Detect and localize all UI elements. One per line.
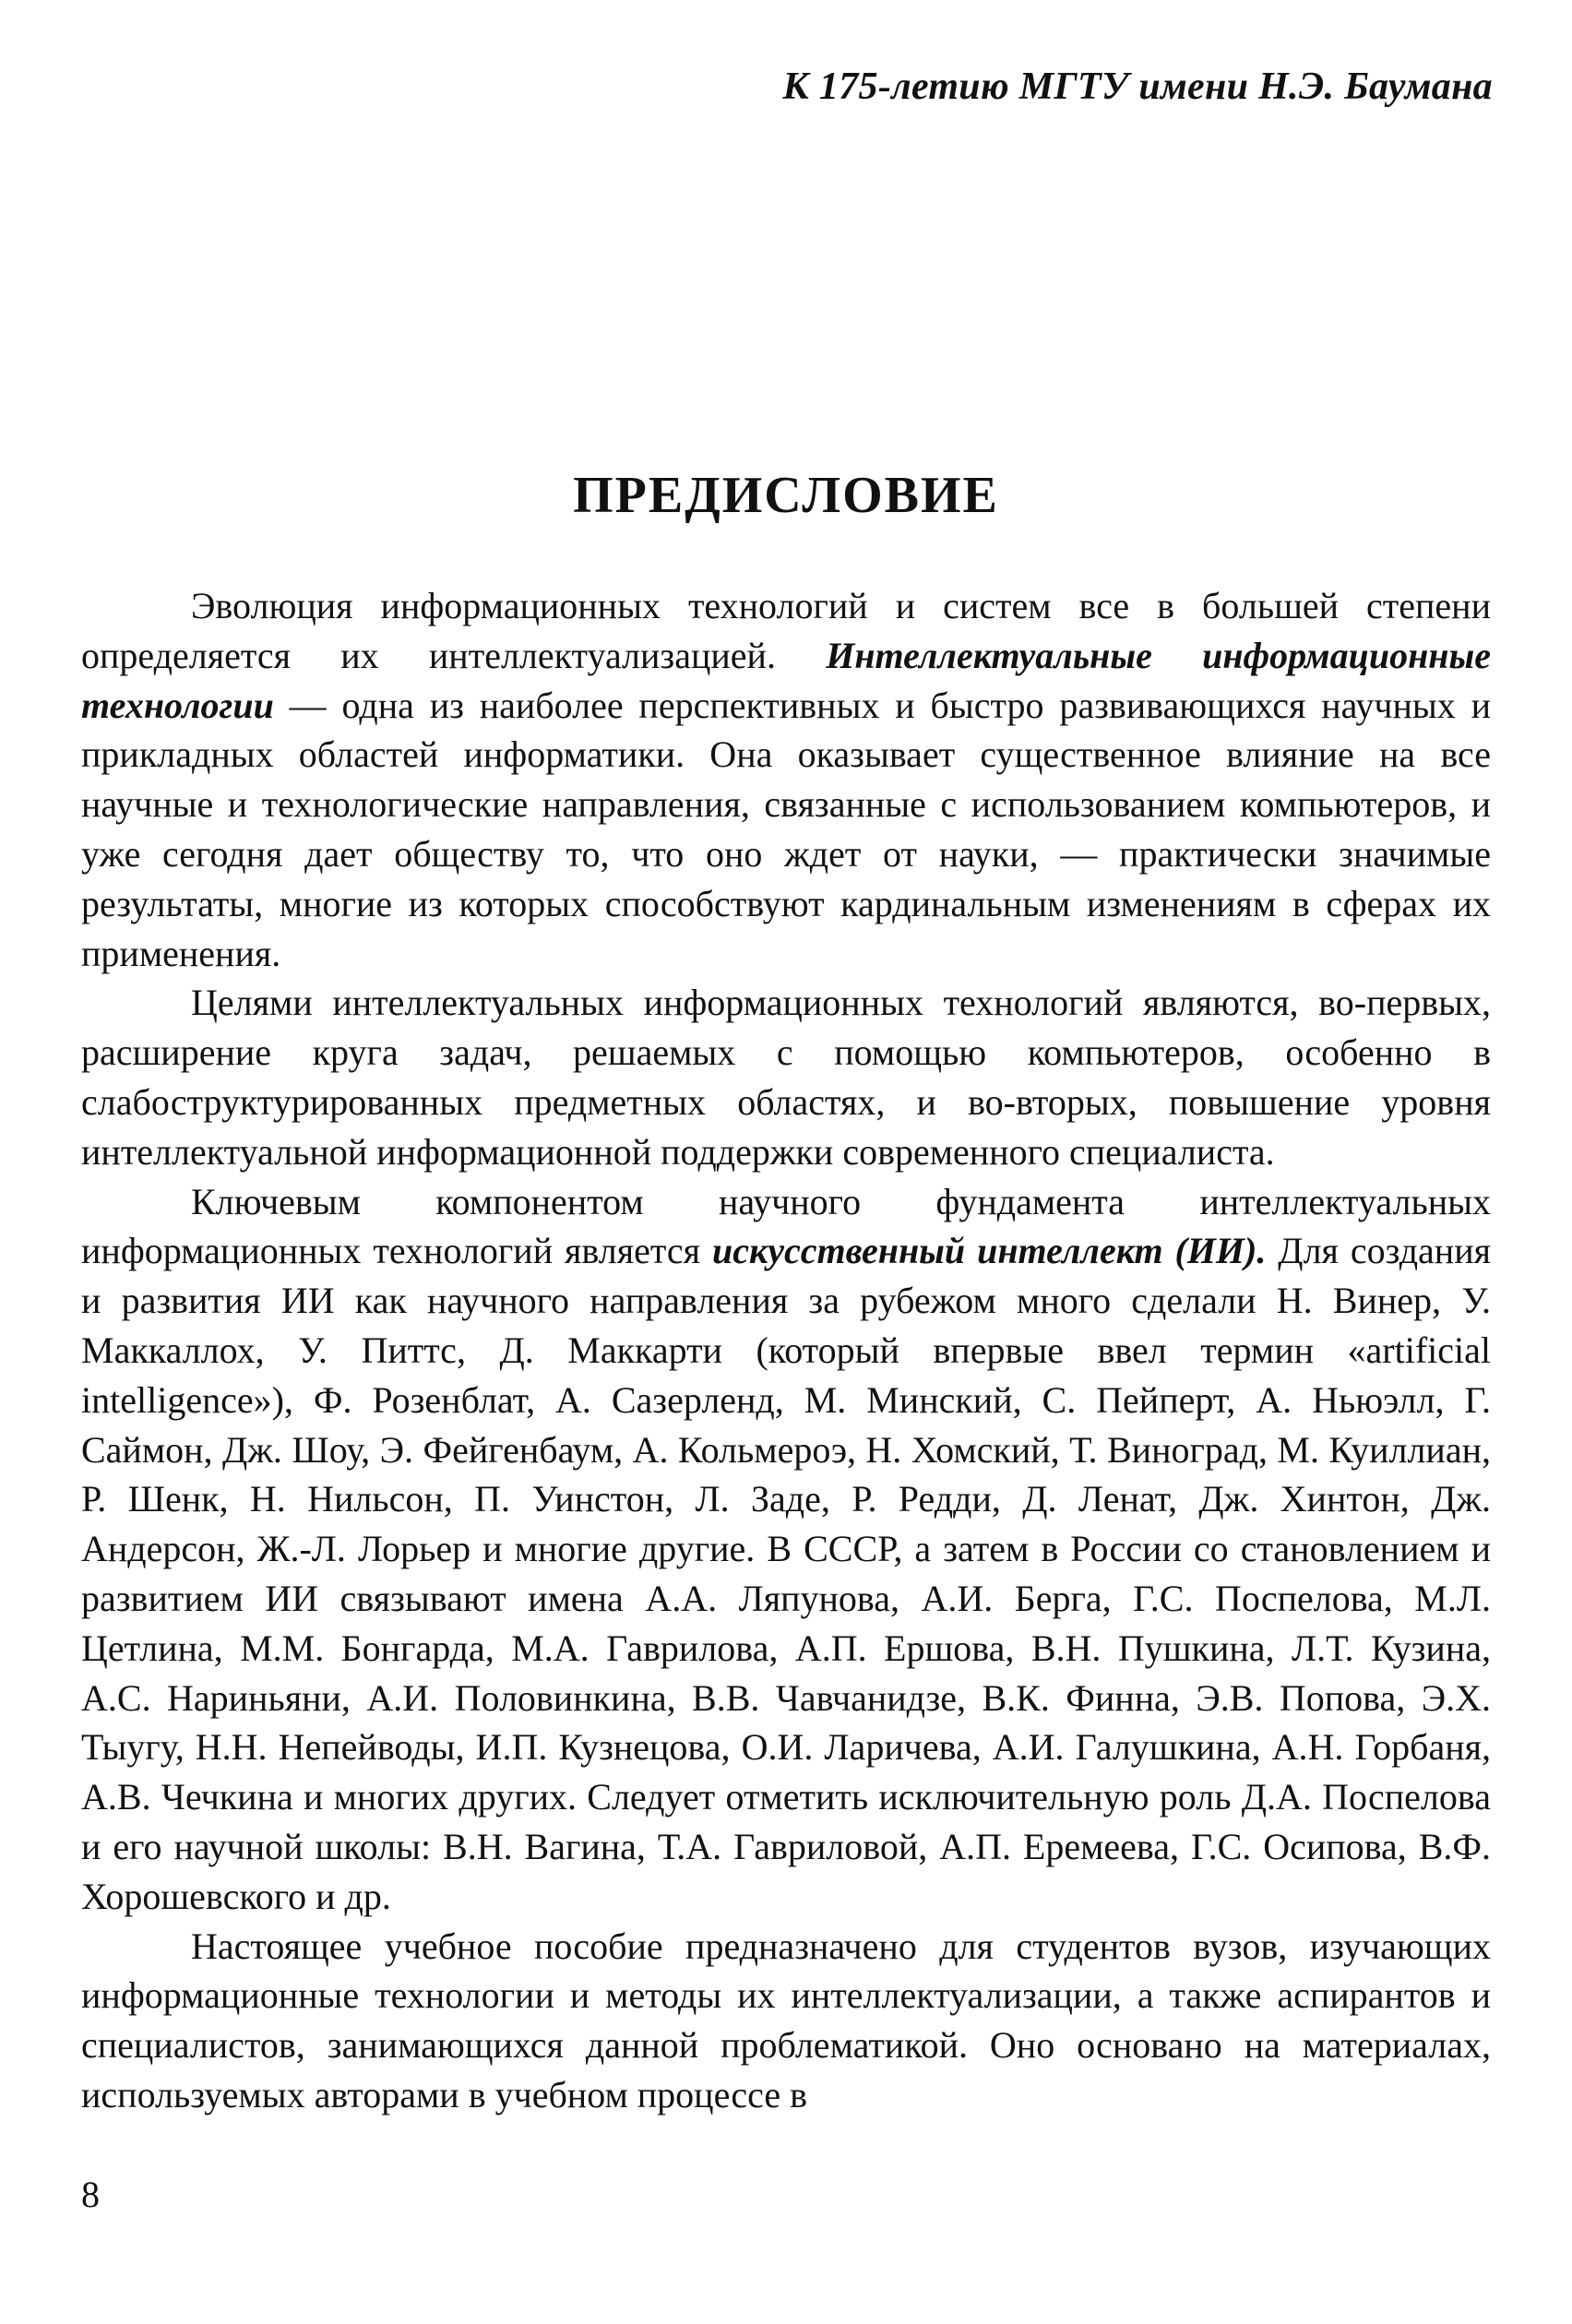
paragraph-3 <box>81 1177 1491 1922</box>
paragraph-1 <box>81 581 1491 978</box>
paragraph-2: Целями интеллектуальных информационных технологий являются, во-первых, расширение круга задач, решаемых с помощью компьютеров, особенно в слабоструктурированных предметных областях, и во-вторых, повышение уровня интеллектуальной информационной поддержки современного специалиста. <box>81 982 1491 1173</box>
term-artificial-intelligence: искусственный интеллект (ИИ). <box>711 1230 1267 1272</box>
running-header: К 175-летию МГТУ имени Н.Э. Баумана <box>782 66 1493 108</box>
paragraph-1-text-start: Эволюция информационных технологий и систем все в большей степени определяется их интеллектуализацией. <box>81 585 1491 676</box>
term-intelligent-it: Интеллектуальные информационные технологии <box>81 634 1491 726</box>
paragraph-3-text-end: Для создания и развития ИИ как научного направления за рубежом много сделали Н. Винер, У. Маккаллох, У. Питтс, Д. Маккарти (который впервые ввел термин «artificial intelligence»), Ф. Розенблат, А. Сазерленд, М. Минский, С. Пейперт, А. Ньюэлл, Г. Саймон, Дж. Шоу, Э. Фейгенбаум, А. Кольмероэ, Н. Хомский, Т. Виноград, М. Куиллиан, Р. Шенк, Н. Нильсон, П. Уинстон, Л. Заде, Р. Редди, Д. Ленат, Дж. Хинтон, Дж. Андерсон, Ж.-Л. Лорьер и многие другие. В СССР, а затем в России со становлением и развитием ИИ связывают имена А.А. Ляпунова, А.И. Берга, Г.С. Поспелова, М.Л. Цетлина, М.М. Бонгарда, М.А. Гаврилова, А.П. Ершова, В.Н. Пушкина, Л.Т. Кузина, А.С. Нариньяни, А.И. Половинкина, В.В. Чавчанидзе, В.К. Финна, Э.В. Попова, Э.Х. Тыугу, Н.Н. Непейводы, И.П. Кузнецова, О.И. Ларичева, А.И. Галушкина, А.Н. Горбаня, А.В. Чечкина и многих других. Следует отметить исключительную роль Д.А. Поспелова и его научной школы: В.Н. Вагина, Т.А. Гавриловой, А.П. Еремеева, Г.С. Осипова, В.Ф. Хорошевского и др. <box>81 1230 1492 1917</box>
body-text <box>81 581 1491 2120</box>
chapter-title: ПРЕДИСЛОВИЕ <box>573 467 999 524</box>
page-number: 8 <box>81 2174 100 2215</box>
paragraph-1-text-end: — одна из наиболее перспективных и быстро развивающихся научных и прикладных областей информатики. Она оказывает существенное влияние на все научные и технологические направления, связанные с использованием компьютеров, и уже сегодня дает обществу то, что оно ждет от науки, — практически значимые результаты, многие из которых способствуют кардинальным изменениям в сферах их применения. <box>81 684 1491 974</box>
paragraph-4: Настоящее учебное пособие предназначено для студентов вузов, изучающих информационные технологии и методы их интеллектуализации, а также аспирантов и специалистов, занимающихся данной проблематикой. Оно основано на материалах, используемых авторами в учебном процессе в <box>81 1925 1491 2115</box>
paragraph-3-text-start: Ключевым компонентом научного фундамента интеллектуальных информационных технологий является <box>81 1180 1491 1272</box>
